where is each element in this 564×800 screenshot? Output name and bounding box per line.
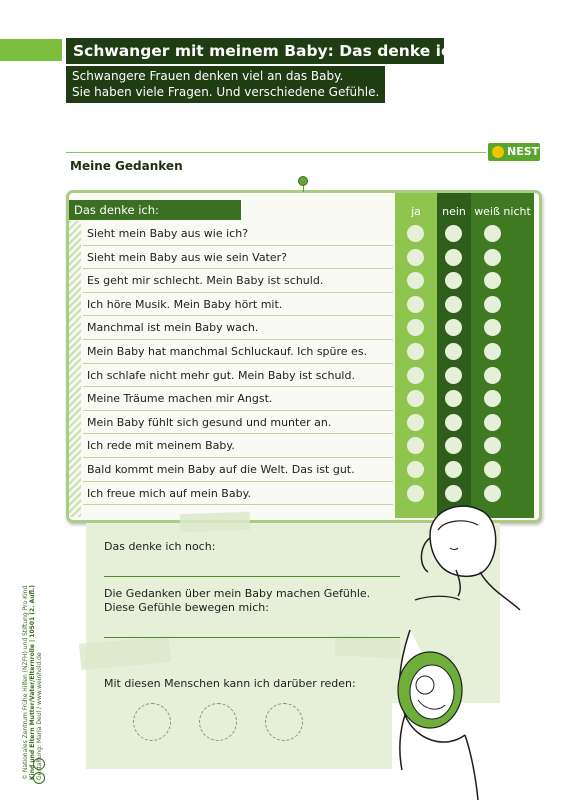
prompt-feelings-line-1: Die Gedanken über mein Baby machen Gefühle. — [104, 587, 371, 600]
column-weiss-nicht — [471, 193, 534, 518]
answer-nein-radio[interactable] — [445, 225, 462, 242]
page-title: Schwanger mit meinem Baby: Das denke ich! — [66, 38, 444, 64]
answer-weiss-nicht-radio[interactable] — [484, 367, 501, 384]
nest-logo — [488, 143, 540, 161]
answer-nein-radio[interactable] — [445, 296, 462, 313]
question-label: Ich schlafe nicht mehr gut. Mein Baby ist schuld. — [87, 368, 355, 382]
question-label: Manchmal ist mein Baby wach. — [87, 321, 259, 335]
column-header-weiss-nicht: weiß nicht — [474, 205, 531, 218]
table-row — [83, 222, 393, 246]
write-line-1[interactable] — [104, 576, 400, 577]
answer-nein-radio[interactable] — [445, 343, 462, 360]
question-label: Ich freue mich auf mein Baby. — [87, 486, 252, 500]
speech-bubble-icon — [33, 772, 45, 784]
answer-ja-radio[interactable] — [407, 414, 424, 431]
imprint — [22, 585, 43, 780]
answer-weiss-nicht-radio[interactable] — [484, 343, 501, 360]
table-row — [83, 316, 393, 340]
imprint-line-1: © Nationales Zentrum Frühe Hilfen (NZFH) und Stiftung Pro Kind — [22, 585, 29, 780]
table-row — [83, 293, 393, 317]
answer-weiss-nicht-radio[interactable] — [484, 225, 501, 242]
person-circle[interactable] — [265, 703, 303, 741]
answer-weiss-nicht-radio[interactable] — [484, 461, 501, 478]
tape-strip — [180, 512, 251, 532]
table-row — [83, 246, 393, 270]
subtitle-line-2: Sie haben viele Fragen. Und verschiedene Gefühle. — [72, 85, 380, 99]
answer-nein-radio[interactable] — [445, 461, 462, 478]
accent-bar — [0, 39, 62, 61]
table-row — [83, 411, 393, 435]
imprint-line-3: Gestaltung: Maria Deul / www.weinhold.de — [36, 652, 43, 780]
question-label: Meine Träume machen mir Angst. — [87, 392, 273, 406]
answer-ja-radio[interactable] — [407, 343, 424, 360]
person-circle[interactable] — [133, 703, 171, 741]
prompt-feelings-line-2: Diese Gefühle bewegen mich: — [104, 601, 269, 614]
table-row — [83, 340, 393, 364]
question-label: Bald kommt mein Baby auf die Welt. Das ist gut. — [87, 463, 355, 476]
hatched-margin — [69, 221, 81, 517]
pin-icon — [298, 176, 308, 186]
table-row — [83, 458, 393, 482]
table-row — [83, 387, 393, 411]
imprint-line-2: Kind und Eltern Mutter/Vater/Elternrolle | 10501 (2. Aufl.) — [29, 585, 36, 780]
section-divider — [66, 152, 486, 153]
table-row — [83, 434, 393, 458]
pregnant-woman-illustration — [390, 500, 564, 800]
answer-ja-radio[interactable] — [407, 367, 424, 384]
answer-weiss-nicht-radio[interactable] — [484, 249, 501, 266]
answer-ja-radio[interactable] — [407, 461, 424, 478]
subtitle-line-1: Schwangere Frauen denken viel an das Baby. — [72, 69, 344, 83]
write-line-2[interactable] — [104, 637, 400, 638]
question-label: Sieht mein Baby aus wie sein Vater? — [87, 250, 288, 264]
answer-weiss-nicht-radio[interactable] — [484, 414, 501, 431]
prompt-more-thoughts: Das denke ich noch: — [104, 540, 216, 553]
question-label: Mein Baby fühlt sich gesund und munter an. — [87, 415, 332, 429]
question-label: Ich höre Musik. Mein Baby hört mit. — [87, 297, 283, 311]
table-row — [83, 269, 393, 293]
info-icon — [33, 758, 45, 770]
question-label: Sieht mein Baby aus wie ich? — [87, 227, 249, 240]
answer-nein-radio[interactable] — [445, 367, 462, 384]
column-header-ja: ja — [411, 205, 421, 218]
answer-ja-radio[interactable] — [407, 296, 424, 313]
nest-logo-text: NEST — [507, 145, 540, 158]
table-header-label: Das denke ich: — [69, 200, 241, 220]
person-circle[interactable] — [199, 703, 237, 741]
answer-nein-radio[interactable] — [445, 249, 462, 266]
section-title: Meine Gedanken — [70, 159, 183, 173]
question-label: Ich rede mit meinem Baby. — [87, 439, 235, 453]
column-header-nein: nein — [442, 205, 466, 218]
answer-ja-radio[interactable] — [407, 249, 424, 266]
question-label: Es geht mir schlecht. Mein Baby ist schuld. — [87, 274, 324, 288]
question-label: Mein Baby hat manchmal Schluckauf. Ich spüre es. — [87, 345, 368, 358]
prompt-people: Mit diesen Menschen kann ich darüber reden: — [104, 677, 356, 690]
sun-icon — [492, 146, 504, 158]
answer-nein-radio[interactable] — [445, 414, 462, 431]
answer-ja-radio[interactable] — [407, 225, 424, 242]
table-row — [83, 364, 393, 388]
answer-weiss-nicht-radio[interactable] — [484, 296, 501, 313]
table-row — [83, 482, 393, 506]
page-subtitle — [66, 66, 385, 103]
